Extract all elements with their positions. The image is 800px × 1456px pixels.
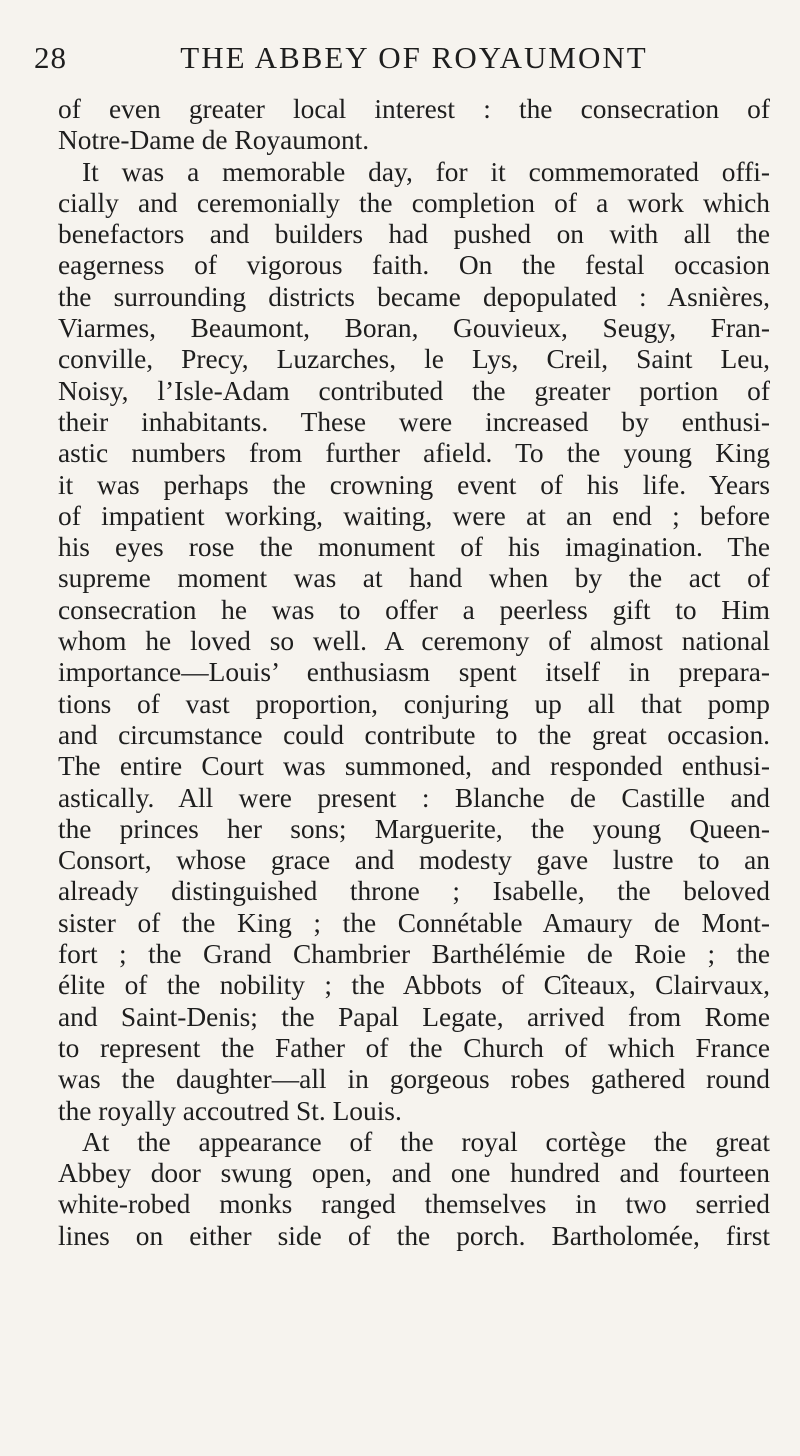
text-line: Abbey door swung open, and one hundred and fourteen bbox=[58, 1158, 770, 1189]
text-line: lines on either side of the porch. Bartholomée, first bbox=[58, 1220, 770, 1251]
text-line: Viarmes, Beaumont, Boran, Gouvieux, Seugy, Fran- bbox=[58, 313, 770, 344]
text-line: Consort, whose grace and modesty gave lustre to an bbox=[58, 845, 770, 876]
text-line: consecration he was to offer a peerless gift to Him bbox=[58, 594, 770, 625]
text-line: and circumstance could contribute to the great occasion. bbox=[58, 719, 770, 750]
text-line: white-robed monks ranged themselves in two serried bbox=[58, 1189, 770, 1220]
text-line: the royally accoutred St. Louis. bbox=[58, 1095, 402, 1126]
text-line: The entire Court was summoned, and responded enthusi- bbox=[58, 751, 770, 782]
text-line: and Saint-Denis; the Papal Legate, arrived from Rome bbox=[58, 1001, 770, 1032]
text-line: Noisy, l’Isle-Adam contributed the greater portion of bbox=[58, 375, 770, 406]
text-line: tions of vast proportion, conjuring up all that pomp bbox=[58, 688, 770, 719]
text-line: fort ; the Grand Chambrier Barthélémie de Roie ; the bbox=[58, 939, 770, 970]
text-line: At the appearance of the royal cortège the great bbox=[82, 1126, 770, 1157]
text-line: eagerness of vigorous faith. On the festal occasion bbox=[58, 250, 770, 281]
text-line: of impatient working, waiting, were at an end ; before bbox=[58, 500, 770, 531]
paragraph bbox=[58, 94, 770, 157]
text-line: the princes her sons; Marguerite, the young Queen- bbox=[58, 813, 770, 844]
text-line: his eyes rose the monument of his imagination. The bbox=[58, 532, 770, 563]
text-line: their inhabitants. These were increased by enthusi- bbox=[58, 406, 770, 437]
text-line: it was perhaps the crowning event of his life. Years bbox=[58, 469, 770, 500]
text-line: already distinguished throne ; Isabelle, the beloved bbox=[58, 876, 770, 907]
text-line: conville, Precy, Luzarches, le Lys, Creil, Saint Leu, bbox=[58, 344, 770, 375]
running-title: THE ABBEY OF ROYAUMONT bbox=[180, 40, 648, 75]
page-number: 28 bbox=[34, 40, 67, 75]
page-header bbox=[34, 40, 770, 84]
text-line: to represent the Father of the Church of which France bbox=[58, 1032, 770, 1063]
text-line: élite of the nobility ; the Abbots of Cîteaux, Clairvaux, bbox=[58, 970, 770, 1001]
paragraph bbox=[58, 157, 770, 1127]
text-line: of even greater local interest : the consecration of bbox=[58, 94, 770, 124]
text-line: benefactors and builders had pushed on with all the bbox=[58, 219, 770, 250]
text-line: sister of the King ; the Connétable Amaury de Mont- bbox=[58, 907, 770, 938]
text-line: Notre-Dame de Royaumont. bbox=[58, 125, 370, 156]
book-page bbox=[34, 40, 770, 1252]
text-line: astically. All were present : Blanche de Castille and bbox=[58, 782, 770, 813]
text-line: It was a memorable day, for it commemorated offi- bbox=[82, 156, 770, 187]
text-line: whom he loved so well. A ceremony of almost national bbox=[58, 626, 770, 657]
text-line: importance—Louis’ enthusiasm spent itself in prepara- bbox=[58, 657, 770, 688]
text-line: astic numbers from further afield. To the young King bbox=[58, 438, 770, 469]
text-line: was the daughter—all in gorgeous robes gathered round bbox=[58, 1064, 770, 1095]
body-text bbox=[58, 94, 770, 1252]
paragraph bbox=[58, 1127, 770, 1252]
text-line: cially and ceremonially the completion of a work which bbox=[58, 187, 770, 218]
text-line: supreme moment was at hand when by the act of bbox=[58, 563, 770, 594]
text-line: the surrounding districts became depopulated : Asnières, bbox=[58, 281, 770, 312]
